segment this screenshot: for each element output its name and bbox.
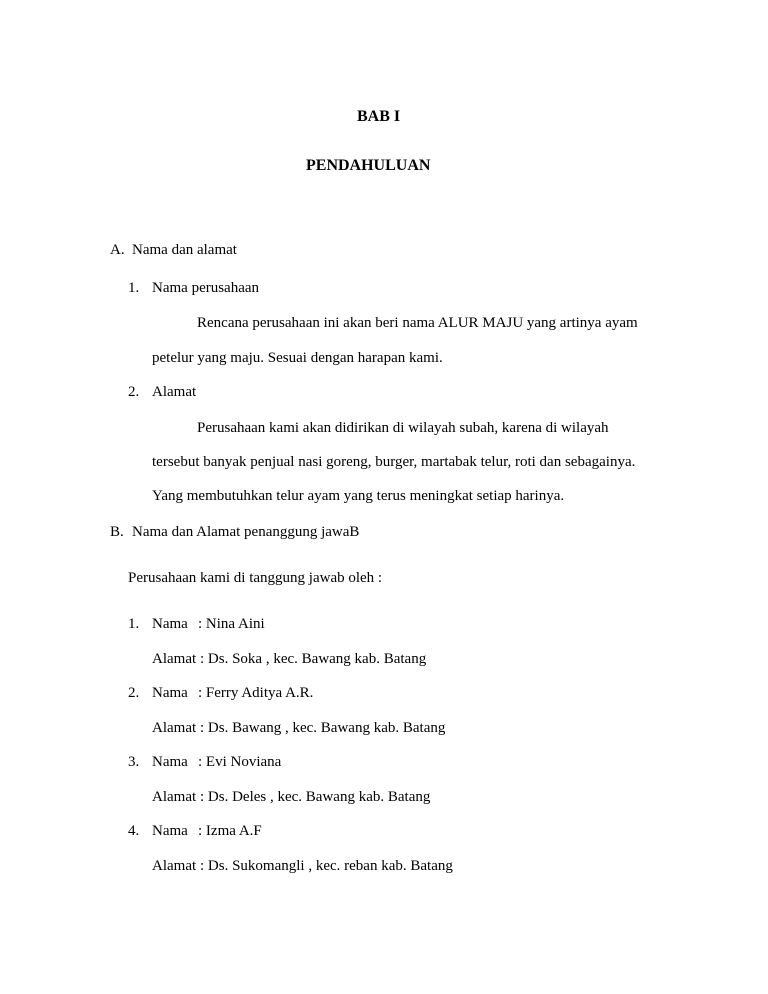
person-3-address: : Ds. Deles , kec. Bawang kab. Batang <box>200 789 431 805</box>
section-b-heading <box>110 524 359 541</box>
person-4-name-label: Nama <box>152 823 188 839</box>
item-a1-paragraph-line2: petelur yang maju. Sesuai dengan harapan kami. <box>152 350 443 366</box>
item-a2-paragraph-line1-text: Perusahaan kami akan didirikan di wilayah subah, karena di wilayah <box>197 420 609 436</box>
item-a2-paragraph-line1 <box>197 420 660 437</box>
item-a2-heading <box>128 384 196 401</box>
person-2-name-line <box>128 685 313 702</box>
section-a-heading <box>110 242 237 259</box>
item-a2-title: Alamat <box>152 384 197 400</box>
person-4-address: : Ds. Sukomangli , kec. reban kab. Batang <box>200 858 453 874</box>
person-1-name-line <box>128 616 265 633</box>
person-4-marker: 4. <box>128 823 140 839</box>
person-1-address: : Ds. Soka , kec. Bawang kab. Batang <box>200 651 427 667</box>
person-2-address-line <box>152 720 445 737</box>
person-3-address-line <box>152 789 430 806</box>
item-a1-heading <box>128 280 259 297</box>
person-2-address-label: Alamat <box>152 720 197 736</box>
item-a2-paragraph-line3: Yang membutuhkan telur ayam yang terus meningkat setiap harinya. <box>152 488 565 504</box>
section-a-title: Nama dan alamat <box>132 242 237 258</box>
section-a-marker: A. <box>110 242 125 258</box>
person-3-name-label: Nama <box>152 754 188 770</box>
person-1-name-label: Nama <box>152 616 188 632</box>
person-2-address: : Ds. Bawang , kec. Bawang kab. Batang <box>200 720 446 736</box>
item-a1-title: Nama perusahaan <box>152 280 260 296</box>
item-a2-marker: 2. <box>128 384 140 400</box>
person-4-name: : Izma A.F <box>198 823 262 839</box>
chapter-label: BAB I <box>357 108 401 125</box>
section-b-marker: B. <box>110 524 124 540</box>
section-b-intro: Perusahaan kami di tanggung jawab oleh : <box>128 570 383 586</box>
person-4-address-line <box>152 858 453 875</box>
person-2-name: : Ferry Aditya A.R. <box>198 685 314 701</box>
item-a2-paragraph-line2 <box>152 454 660 471</box>
person-3-name-line <box>128 754 281 771</box>
person-3-name: : Evi Noviana <box>198 754 282 770</box>
person-1-address-line <box>152 651 426 668</box>
person-3-marker: 3. <box>128 754 140 770</box>
person-2-marker: 2. <box>128 685 140 701</box>
person-1-address-label: Alamat <box>152 651 197 667</box>
person-4-name-line <box>128 823 262 840</box>
person-3-address-label: Alamat <box>152 789 197 805</box>
section-b-title: Nama dan Alamat penanggung jawaB <box>132 524 360 540</box>
item-a2-paragraph-line2-text: tersebut banyak penjual nasi goreng, burger, martabak telur, roti dan sebagainya. <box>152 454 636 470</box>
item-a1-paragraph-line1 <box>197 315 660 332</box>
person-1-name: : Nina Aini <box>198 616 265 632</box>
item-a1-paragraph-line1-text: Rencana perusahaan ini akan beri nama ALUR MAJU yang artinya ayam <box>197 315 638 331</box>
chapter-title: PENDAHULUAN <box>306 157 431 174</box>
person-1-marker: 1. <box>128 616 140 632</box>
person-2-name-label: Nama <box>152 685 188 701</box>
person-4-address-label: Alamat <box>152 858 197 874</box>
item-a1-marker: 1. <box>128 280 140 296</box>
